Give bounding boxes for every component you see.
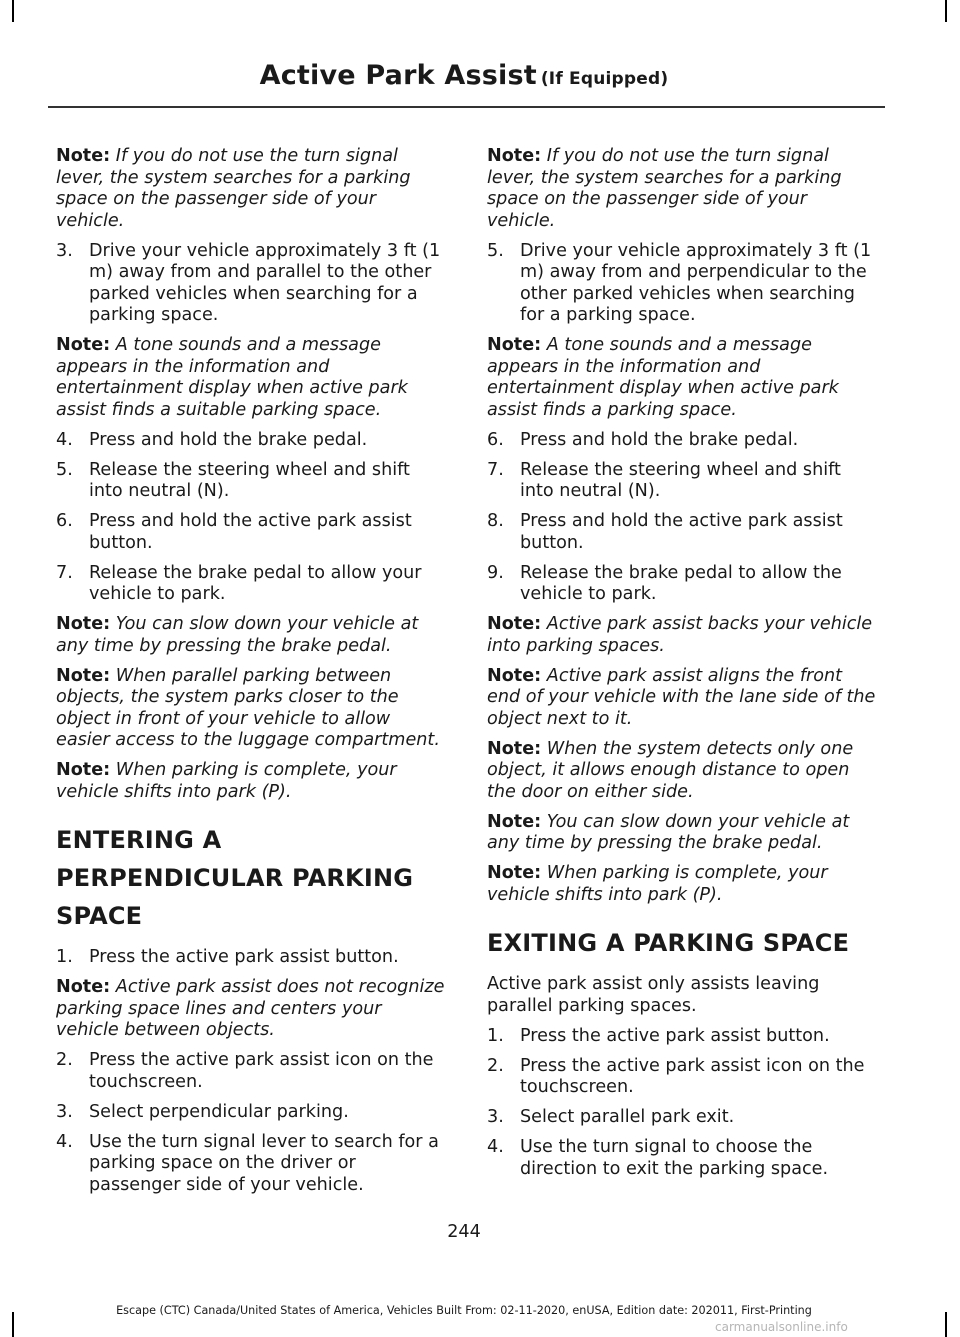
step-text: Press and hold the active park assist button.	[520, 511, 843, 553]
note-label: Note:	[487, 146, 542, 166]
crop-mark-top-right	[945, 0, 947, 22]
step-number: 4.	[56, 429, 73, 450]
note-label: Note:	[487, 863, 542, 883]
note-label: Note:	[487, 614, 542, 634]
note-label: Note:	[56, 665, 111, 686]
watermark: carmanualsonline.info	[715, 1320, 848, 1334]
note-paragraph	[56, 335, 448, 421]
note-text: A tone sounds and a message appears in the information and entertainment display when active park assist finds a parking space.	[487, 335, 839, 420]
numbered-step	[56, 1132, 448, 1197]
step-text: Press the active park assist icon on the touchscreen.	[520, 1055, 865, 1097]
note-text: If you do not use the turn signal lever, the system searches for a parking space on the passenger side of your vehicle.	[487, 146, 842, 231]
note-label: Note:	[487, 335, 542, 355]
numbered-step	[487, 563, 879, 606]
step-text: Press and hold the active park assist button.	[89, 511, 412, 553]
note-text: Active park assist aligns the front end of your vehicle with the lane side of the object next to it.	[487, 665, 876, 729]
note-label: Note:	[56, 614, 111, 634]
step-number: 2.	[56, 1050, 73, 1070]
step-number: 3.	[487, 1107, 504, 1127]
footer-text: Escape (CTC) Canada/United States of America, Vehicles Built From: 02-11-2020, enUSA, Edition date: 202011, First-Printing	[116, 1304, 812, 1317]
note-label: Note:	[56, 977, 111, 997]
step-text: Press and hold the brake pedal.	[520, 429, 799, 450]
numbered-step	[56, 460, 448, 503]
step-number: 5.	[56, 459, 73, 480]
numbered-step	[487, 1056, 879, 1099]
step-number: 2.	[487, 1055, 504, 1076]
step-text: Release the brake pedal to allow your vehicle to park.	[89, 562, 422, 604]
numbered-step	[56, 1102, 448, 1124]
note-paragraph	[487, 863, 879, 906]
step-number: 7.	[56, 562, 73, 583]
numbered-step	[487, 430, 879, 452]
step-number: 6.	[487, 429, 504, 450]
note-paragraph	[56, 760, 448, 803]
note-text: When parking is complete, your vehicle shifts into park (P).	[487, 863, 828, 905]
step-text: Select perpendicular parking.	[89, 1101, 349, 1122]
step-number: 5.	[487, 240, 504, 261]
step-number: 8.	[487, 511, 504, 531]
step-text: Press the active park assist button.	[89, 947, 399, 967]
crop-mark-bottom-right	[945, 1312, 947, 1337]
step-number: 6.	[56, 511, 73, 531]
note-label: Note:	[487, 665, 542, 686]
note-label: Note:	[56, 146, 111, 166]
page-title-suffix: (If Equipped)	[540, 69, 669, 89]
step-text: Drive your vehicle approximately 3 ft (1 m) away from and parallel to the other parked vehicles when searching for a parking space.	[89, 240, 441, 325]
step-text: Use the turn signal to choose the direction to exit the parking space.	[520, 1137, 829, 1179]
step-number: 1.	[487, 1025, 504, 1046]
note-paragraph	[487, 666, 879, 731]
note-label: Note:	[487, 738, 542, 759]
numbered-step	[56, 511, 448, 554]
numbered-step	[487, 511, 879, 554]
section-heading: EXITING A PARKING SPACE	[487, 929, 850, 957]
step-text: Select parallel park exit.	[520, 1107, 735, 1127]
step-number: 4.	[56, 1131, 73, 1152]
note-text: When parking is complete, your vehicle shifts into park (P).	[56, 760, 397, 802]
note-paragraph	[56, 977, 448, 1042]
step-number: 1.	[56, 947, 73, 967]
section-heading: ENTERING A PERPENDICULAR PARKING SPACE	[56, 826, 414, 930]
step-number: 9.	[487, 562, 504, 583]
note-paragraph	[487, 812, 879, 855]
header-divider	[48, 106, 885, 108]
numbered-step	[56, 563, 448, 606]
crop-mark-top-left	[12, 0, 14, 22]
body-paragraph: Active park assist only assists leaving parallel parking spaces.	[487, 974, 820, 1016]
page-title	[0, 60, 928, 91]
step-text: Press the active park assist button.	[520, 1025, 830, 1046]
note-text: If you do not use the turn signal lever, the system searches for a parking space on the passenger side of your vehicle.	[56, 146, 411, 231]
note-label: Note:	[487, 811, 542, 832]
note-label: Note:	[56, 335, 111, 355]
numbered-step	[56, 241, 448, 327]
step-number: 4.	[487, 1137, 504, 1157]
numbered-step	[487, 1026, 879, 1048]
note-text: You can slow down your vehicle at any time by pressing the brake pedal.	[487, 811, 850, 853]
note-text: When the system detects only one object, it allows enough distance to open the door on either side.	[487, 738, 854, 802]
numbered-step	[487, 1107, 879, 1129]
step-text: Release the steering wheel and shift into neutral (N).	[89, 459, 410, 501]
right-column	[487, 146, 879, 1189]
left-column	[56, 146, 448, 1205]
step-text: Release the brake pedal to allow the vehicle to park.	[520, 562, 842, 604]
note-paragraph	[56, 146, 448, 232]
numbered-step	[487, 1137, 879, 1180]
note-text: Active park assist does not recognize parking space lines and centers your vehicle between objects.	[56, 977, 445, 1040]
page-title-text: Active Park Assist	[259, 60, 537, 91]
step-text: Use the turn signal lever to search for a parking space on the driver or passenger side of your vehicle.	[89, 1131, 439, 1195]
numbered-step	[56, 1050, 448, 1093]
note-paragraph	[487, 146, 879, 232]
note-paragraph	[56, 666, 448, 752]
page-number: 244	[447, 1222, 481, 1242]
numbered-step	[487, 460, 879, 503]
step-text: Press the active park assist icon on the touchscreen.	[89, 1050, 434, 1092]
note-text: When parallel parking between objects, the system parks closer to the object in front of your vehicle to allow easier access to the luggage compartment.	[56, 665, 440, 750]
step-number: 3.	[56, 240, 73, 261]
note-paragraph	[487, 739, 879, 804]
numbered-step	[487, 241, 879, 327]
note-text: A tone sounds and a message appears in the information and entertainment display when active park assist finds a suitable parking space.	[56, 335, 408, 420]
note-paragraph	[56, 614, 448, 657]
note-paragraph	[487, 614, 879, 657]
numbered-step	[56, 947, 448, 969]
step-text: Release the steering wheel and shift into neutral (N).	[520, 459, 841, 501]
step-text: Press and hold the brake pedal.	[89, 429, 368, 450]
note-text: Active park assist backs your vehicle into parking spaces.	[487, 614, 873, 656]
note-paragraph	[487, 335, 879, 421]
note-text: You can slow down your vehicle at any time by pressing the brake pedal.	[56, 614, 419, 656]
step-number: 7.	[487, 459, 504, 480]
note-label: Note:	[56, 760, 111, 780]
step-number: 3.	[56, 1101, 73, 1122]
numbered-step	[56, 430, 448, 452]
step-text: Drive your vehicle approximately 3 ft (1 m) away from and perpendicular to the other parked vehicles when searching for a parking space.	[520, 240, 872, 325]
